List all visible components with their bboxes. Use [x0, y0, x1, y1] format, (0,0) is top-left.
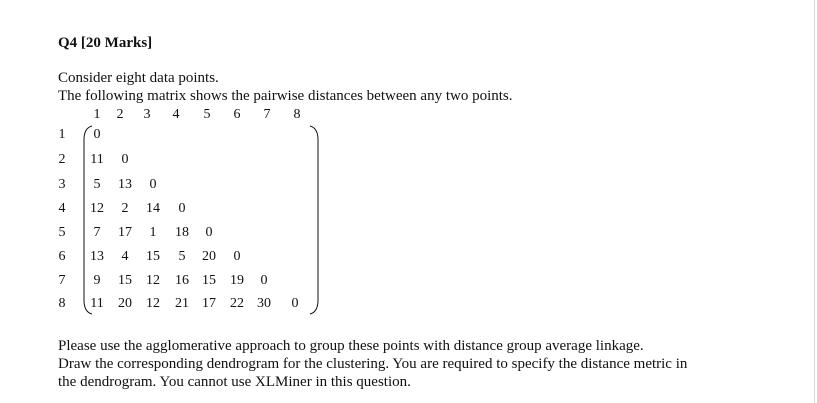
window-edge — [814, 0, 815, 403]
matrix-cell: 0 — [205, 225, 213, 240]
matrix-cell: 0 — [121, 152, 129, 167]
matrix-cell: 11 — [90, 296, 104, 311]
intro-line: The following matrix shows the pairwise distances between any two points. — [58, 88, 513, 104]
row-label: 1 — [58, 127, 66, 142]
matrix-cell: 20 — [118, 296, 132, 311]
column-label: 6 — [233, 107, 241, 122]
matrix-cell: 20 — [202, 249, 216, 264]
intro-text — [58, 69, 513, 105]
column-label: 5 — [203, 107, 211, 122]
matrix-cell: 19 — [230, 273, 244, 288]
row-label: 4 — [58, 201, 66, 216]
matrix-cell: 22 — [230, 296, 244, 311]
matrix-cell: 0 — [260, 273, 268, 288]
matrix-cell: 11 — [90, 152, 104, 167]
column-label: 4 — [172, 107, 180, 122]
matrix-cell: 5 — [178, 249, 186, 264]
task-line: Draw the corresponding dendrogram for the clustering. You are required to specify the distance metric in — [58, 356, 688, 372]
matrix-cell: 7 — [93, 225, 101, 240]
matrix-cell: 0 — [93, 127, 101, 142]
task-line: the dendrogram. You cannot use XLMiner in this question. — [58, 374, 411, 390]
matrix-cell: 15 — [146, 249, 160, 264]
row-label: 5 — [58, 225, 66, 240]
matrix-cell: 0 — [233, 249, 241, 264]
task-text — [58, 337, 687, 391]
matrix-cell: 0 — [149, 177, 157, 192]
row-label: 8 — [58, 296, 66, 311]
matrix-cell: 17 — [202, 296, 216, 311]
column-label: 1 — [93, 107, 101, 122]
matrix-cell: 2 — [121, 201, 129, 216]
matrix-cell: 0 — [178, 201, 186, 216]
matrix-cell: 4 — [121, 249, 129, 264]
question-title: Q4 [20 Marks] — [58, 35, 153, 51]
matrix-cell: 15 — [202, 273, 216, 288]
matrix-right-bracket — [308, 124, 322, 316]
matrix-cell: 14 — [146, 201, 160, 216]
intro-line: Consider eight data points. — [58, 70, 219, 86]
column-label: 7 — [263, 107, 271, 122]
matrix-cell: 13 — [118, 177, 132, 192]
matrix-cell: 12 — [146, 273, 160, 288]
row-label: 7 — [58, 273, 66, 288]
matrix-cell: 15 — [118, 273, 132, 288]
matrix-cell: 12 — [146, 296, 160, 311]
matrix-cell: 18 — [175, 225, 189, 240]
row-label: 2 — [58, 152, 66, 167]
matrix-cell: 16 — [175, 273, 189, 288]
column-label: 3 — [143, 107, 151, 122]
matrix-cell: 12 — [90, 201, 104, 216]
matrix-cell: 0 — [291, 296, 299, 311]
row-label: 3 — [58, 177, 66, 192]
column-label: 2 — [116, 107, 124, 122]
row-label: 6 — [58, 249, 66, 264]
matrix-cell: 1 — [149, 225, 157, 240]
matrix-cell: 9 — [93, 273, 101, 288]
matrix-cell: 17 — [118, 225, 132, 240]
matrix-cell: 13 — [90, 249, 104, 264]
matrix-cell: 5 — [93, 177, 101, 192]
matrix-cell: 21 — [175, 296, 189, 311]
matrix-cell: 30 — [257, 296, 271, 311]
task-line: Please use the agglomerative approach to group these points with distance group average linkage. — [58, 338, 644, 354]
column-label: 8 — [293, 107, 301, 122]
